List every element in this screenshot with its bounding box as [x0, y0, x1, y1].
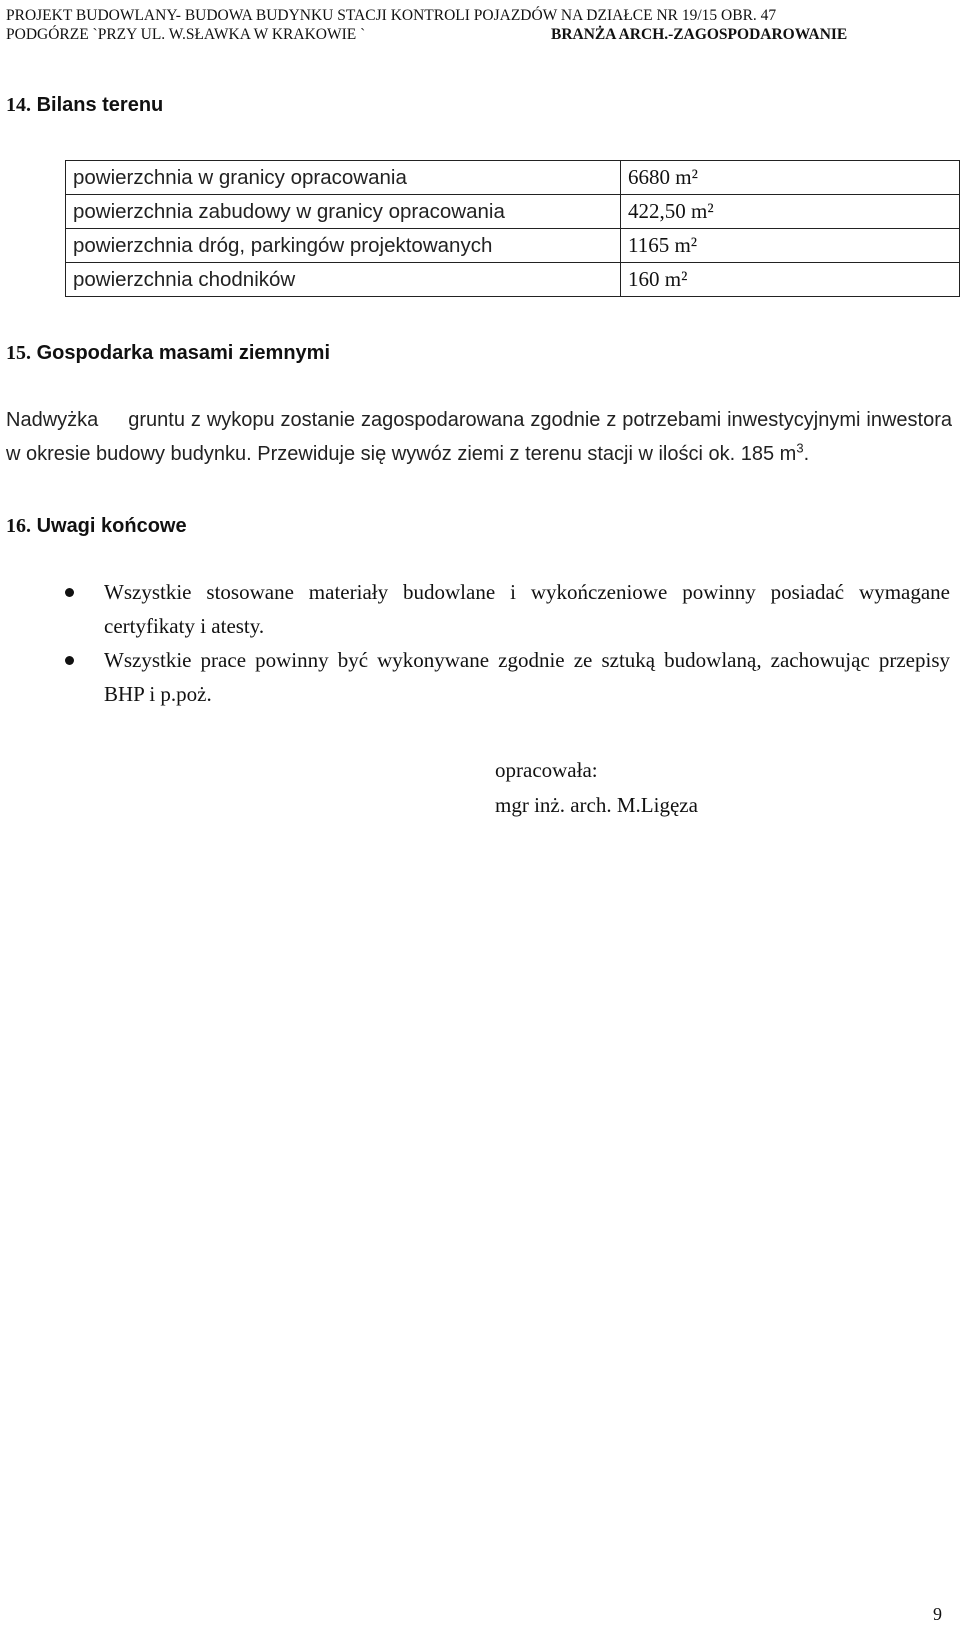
page-header	[6, 6, 956, 44]
table-cell-label: powierzchnia zabudowy w granicy opracowania	[66, 195, 621, 229]
table-row	[66, 161, 960, 195]
list-item-text: Wszystkie prace powinny być wykonywane zgodnie ze sztuką budowlaną, zachowując przepisy BHP i p.poż.	[104, 648, 950, 706]
header-location: PODGÓRZE `PRZY UL. W.SŁAWKA W KRAKOWIE `	[6, 26, 366, 43]
signature-name: mgr inż. arch. M.Ligęza	[495, 793, 698, 817]
table-cell-value: 160 m²	[621, 263, 960, 297]
earthworks-paragraph	[6, 403, 952, 471]
bullet-icon	[65, 656, 74, 665]
section-16-number: 16.	[6, 515, 31, 537]
table-cell-value: 6680 m²	[621, 161, 960, 195]
table-cell-value: 422,50 m²	[621, 195, 960, 229]
header-branch: BRANŻA ARCH.-ZAGOSPODAROWANIE	[551, 26, 848, 43]
list-item	[6, 643, 950, 711]
paragraph-first-word: Nadwyżka	[6, 409, 99, 431]
superscript-exponent: 3	[796, 440, 804, 456]
section-14-title: Bilans terenu	[36, 94, 164, 116]
list-item	[6, 575, 950, 643]
signature-label: opracowała:	[495, 758, 598, 782]
table-row	[66, 263, 960, 297]
section-16-title: Uwagi końcowe	[36, 515, 187, 537]
table-cell-label: powierzchnia dróg, parkingów projektowanych	[66, 229, 621, 263]
header-project-title: PROJEKT BUDOWLANY- BUDOWA BUDYNKU STACJI KONTROLI POJAZDÓW NA DZIAŁCE NR 19/15 OBR. 47	[6, 7, 777, 24]
section-14-heading	[6, 93, 163, 117]
paragraph-end: .	[803, 443, 810, 465]
table-cell-label: powierzchnia w granicy opracowania	[66, 161, 621, 195]
final-remarks-list	[6, 575, 950, 711]
section-16-heading	[6, 514, 187, 538]
list-item-text: Wszystkie stosowane materiały budowlane i wykończeniowe powinny posiadać wymagane certyfikaty i atesty.	[104, 580, 950, 638]
table-cell-label: powierzchnia chodników	[66, 263, 621, 297]
table-row	[66, 229, 960, 263]
bullet-icon	[65, 588, 74, 597]
section-15-heading	[6, 341, 330, 365]
section-15-number: 15.	[6, 342, 31, 364]
land-balance-table	[65, 160, 960, 297]
section-14-number: 14.	[6, 94, 31, 116]
page-number: 9	[933, 1604, 942, 1624]
table-row	[66, 195, 960, 229]
table-cell-value: 1165 m²	[621, 229, 960, 263]
paragraph-body: gruntu z wykopu zostanie zagospodarowana zgodnie z potrzebami inwestycyjnymi inwestora w okresie budowy budynku. Przewiduje się wywóz ziemi z terenu stacji w ilości ok. 185 m	[6, 409, 952, 465]
signature-block	[495, 753, 698, 823]
section-15-title: Gospodarka masami ziemnymi	[36, 342, 331, 364]
header-line-2	[6, 25, 956, 44]
